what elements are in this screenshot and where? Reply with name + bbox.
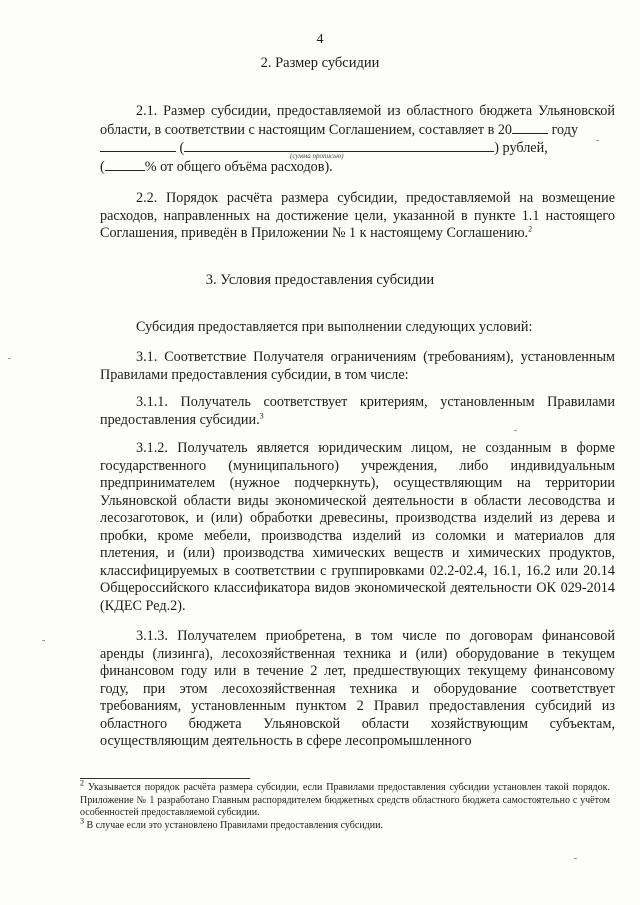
paragraph-3-1: 3.1. Соответствие Получателя ограничениям (требованиям), установленным Правилами предоставления субсидии, в том числе: — [100, 349, 615, 383]
footnote-2 — [80, 778, 610, 820]
section-2-heading: 2. Размер субсидии — [260, 55, 380, 71]
amount-digits-blank — [100, 139, 176, 152]
paragraph-3-1-1-text: 3.1.1. Получатель соответствует критериям, установленным Правилами предоставления субсидии. — [100, 394, 615, 428]
paragraph-2-1-text: 2.1. Размер субсидии, предоставляемой из областного бюджета Ульяновской области, в соответствии с настоящим Соглашением, составляет в 20 — [100, 103, 615, 138]
footnote-3 — [80, 816, 610, 833]
footnote-separator — [80, 778, 250, 779]
section-3-heading: 3. Условия предоставления субсидии — [205, 272, 435, 288]
percent-open-bracket: ( — [100, 158, 105, 175]
percent-blank — [105, 158, 145, 171]
footnote-3-text: В случае если это установлено Правилами предоставления субсидии. — [86, 819, 383, 831]
amount-words-blank — [184, 139, 494, 152]
scan-speck — [514, 430, 517, 431]
footnote-2-mark: 2 — [80, 778, 84, 788]
percent-text: % от общего объёма расходов). — [144, 158, 333, 175]
scan-speck — [8, 358, 11, 359]
paragraph-3-intro: Субсидия предоставляется при выполнении следующих условий: — [136, 319, 533, 335]
paragraph-2-2-text: 2.2. Порядок расчёта размера субсидии, предоставляемой на возмещение расходов, направленных на достижение цели, указанной в пункте 1.1 настоящего Соглашения, приведён в Приложении № 1 к настоящему Соглашению. — [100, 190, 615, 241]
footnotes — [80, 778, 610, 832]
footnote-2-text: Указывается порядок расчёта размера субсидии, если Правилами предоставления субсидии установлен такой порядок. Приложение № 1 разработано Главным распорядителем бюджетных средств областного бюджета самостоятельно с учётом особенностей предоставляемой субсидии. — [80, 782, 610, 818]
scan-speck — [42, 640, 45, 641]
paragraph-2-2 — [100, 190, 615, 243]
footnote-3-mark: 3 — [80, 816, 84, 826]
footnote-ref-3: 3 — [259, 410, 264, 420]
scan-speck — [596, 140, 599, 141]
paragraph-2-1 — [100, 103, 615, 176]
scan-speck — [574, 858, 577, 859]
paragraph-3-1-2: 3.1.2. Получатель является юридическим лицом, не созданным в форме государственного (муниципального) учреждения, либо индивидуальным предпринимателем (нужное подчеркнуть), осуществляющим на территории Ульяновской области виды экономической деятельности в области лесоводства и лесозаготовок, и (или) обработки древесины, производства изделий из дерева и пробки, кроме мебели, производства изделий из соломки и материалов для плетения, и (или) производства химических веществ и химических продуктов, классифицируемых в соответствии с группировками 02.2-02.4, 16.1, 16.2 или 20.14 Общероссийского классификатора видов экономической деятельности ОК 029-2014 (КДЕС Ред.2). — [100, 440, 615, 614]
page-number: 4 — [316, 32, 324, 47]
paragraph-2-1-open-bracket: ( — [179, 140, 185, 156]
paragraph-2-1-rubles: ) рублей, — [494, 140, 548, 156]
paragraph-3-1-3: 3.1.3. Получателем приобретена, в том числе по договорам финансовой аренды (лизинга), лесохозяйственная техника и (или) оборудование в текущем финансовом году или в течение 2 лет, предшествующих текущему финансовому году, при этом лесохозяйственная техника и оборудование соответствует требованиям, установленным пунктом 2 Правил предоставления субсидий из областного бюджета Ульяновской области хозяйствующим субъектам, осуществляющим деятельность в сфере лесопромышленного — [100, 628, 615, 749]
year-blank — [512, 121, 548, 134]
amount-hint: (сумма прописью) — [290, 152, 344, 160]
paragraph-3-1-1 — [100, 394, 615, 429]
paragraph-2-1-year-word: году — [551, 121, 579, 138]
footnote-ref-2: 2 — [528, 224, 533, 234]
